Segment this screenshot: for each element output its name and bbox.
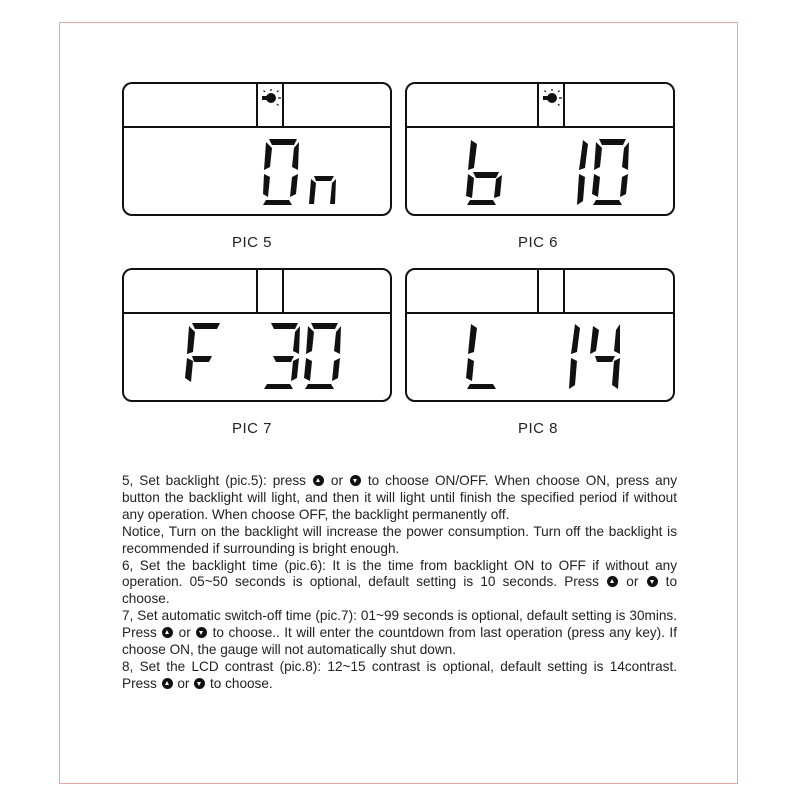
lcd-screen-pic6 bbox=[405, 82, 675, 216]
down-arrow-button-icon bbox=[647, 576, 658, 587]
up-arrow-button-icon bbox=[313, 475, 324, 486]
down-arrow-button-icon bbox=[194, 678, 205, 689]
caption-pic5: PIC 5 bbox=[232, 234, 273, 251]
lcd-readout-pic7 bbox=[124, 270, 394, 404]
lcd-readout-pic8 bbox=[407, 270, 677, 404]
instruction-contrast: 8, Set the LCD contrast (pic.8): 12~15 contrast is optional, default setting is 14contrast. Press or to choose. bbox=[122, 658, 677, 691]
caption-pic8: PIC 8 bbox=[518, 420, 559, 437]
caption-pic6: PIC 6 bbox=[518, 234, 559, 251]
lcd-screen-pic7 bbox=[122, 268, 392, 402]
lcd-screen-pic5 bbox=[122, 82, 392, 216]
instruction-backlight-time: 6, Set the backlight time (pic.6): It is the time from backlight ON to OFF if without any operation. 05~50 seconds is optional, default setting is 10 seconds. Press or to choose. bbox=[122, 557, 678, 607]
lcd-screen-pic8 bbox=[405, 268, 675, 402]
instruction-switch-off: 7, Set automatic switch-off time (pic.7): 01~99 seconds is optional, default setting is 30mins. Press or to choose.. It will enter the countdown from last operation (press any key). If choose ON, the gauge will not automatically shut down. bbox=[122, 608, 677, 658]
lcd-readout-pic6 bbox=[407, 84, 677, 218]
lcd-readout-pic5 bbox=[124, 84, 394, 218]
up-arrow-button-icon bbox=[607, 576, 618, 587]
down-arrow-button-icon bbox=[350, 475, 361, 486]
instruction-notice: Notice, Turn on the backlight will increase the power consumption. Turn off the backlight is recommended if surrounding is bright enough. bbox=[122, 523, 677, 556]
up-arrow-button-icon bbox=[162, 678, 173, 689]
instruction-backlight: 5, Set backlight (pic.5): press or to choose ON/OFF. When choose ON, press any button the backlight will light, and then it will light until finish the specified period if without any operation. When choose OFF, the backlight permanently off. bbox=[122, 473, 677, 522]
down-arrow-button-icon bbox=[196, 627, 207, 638]
up-arrow-button-icon bbox=[162, 627, 173, 638]
caption-pic7: PIC 7 bbox=[232, 420, 273, 437]
instructions-text bbox=[122, 473, 677, 693]
